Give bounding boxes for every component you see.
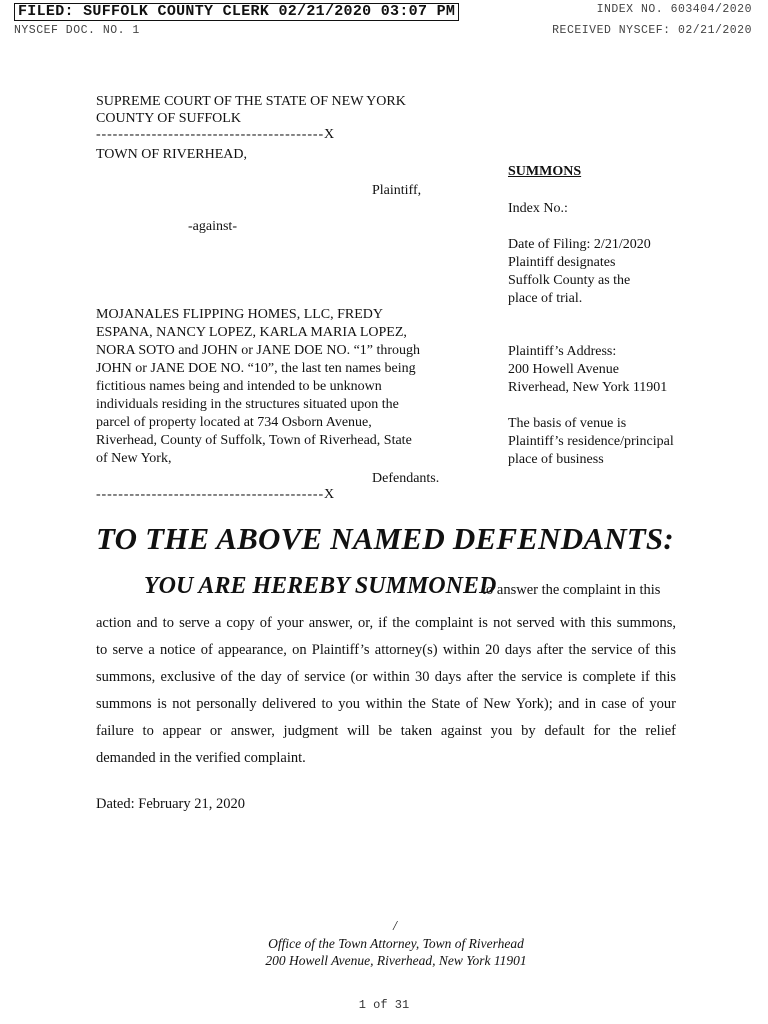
defendants-line: fictitious names being and intended to be unknown bbox=[96, 379, 382, 394]
venue-line: Plaintiff’s residence/principal bbox=[508, 434, 674, 449]
dated-line: Dated: February 21, 2020 bbox=[96, 796, 245, 812]
plaintiff-name: TOWN OF RIVERHEAD, bbox=[96, 147, 248, 162]
defendants-line: individuals residing in the structures situated upon the bbox=[96, 397, 399, 412]
defendants-line: ESPANA, NANCY LOPEZ, KARLA MARIA LOPEZ, bbox=[96, 325, 407, 340]
court-name: SUPREME COURT OF THE STATE OF NEW YORK bbox=[96, 94, 406, 109]
page-number: 1 of 31 bbox=[358, 998, 410, 1012]
defendants-list bbox=[96, 306, 456, 468]
address-line: Riverhead, New York 11901 bbox=[508, 380, 668, 395]
office-name: Office of the Town Attorney, Town of Riverhead bbox=[268, 936, 524, 951]
filed-stamp: FILED: SUFFOLK COUNTY CLERK 02/21/2020 03:07 PM bbox=[14, 3, 459, 21]
filing-line: Plaintiff designates bbox=[508, 255, 616, 270]
index-number: INDEX NO. 603404/2020 bbox=[596, 3, 752, 16]
venue-basis bbox=[508, 415, 674, 469]
filing-info bbox=[508, 236, 651, 308]
defendants-heading: TO THE ABOVE NAMED DEFENDANTS: bbox=[96, 521, 674, 556]
index-no-label: Index No.: bbox=[508, 201, 568, 216]
filing-line: place of trial. bbox=[508, 291, 583, 306]
hereby-continuation: to answer the complaint in this bbox=[482, 582, 661, 598]
nyscef-doc-number: NYSCEF DOC. NO. 1 bbox=[14, 24, 140, 37]
summons-paragraph-line: to serve a notice of appearance, on Plaintiff’s attorney(s) within 20 days after the service of this bbox=[96, 642, 676, 658]
signature-mark: / bbox=[393, 918, 397, 933]
defendants-line: MOJANALES FLIPPING HOMES, LLC, FREDY bbox=[96, 307, 384, 322]
defendants-line: Riverhead, County of Suffolk, Town of Riverhead, State bbox=[96, 433, 412, 448]
summons-paragraph-line: failure to appear or answer, judgment will be taken against you by default for the relief bbox=[96, 723, 676, 739]
caption-divider-top: -----------------------------------------X bbox=[96, 127, 336, 142]
plaintiff-label: Plaintiff, bbox=[372, 183, 422, 198]
hereby-summoned: YOU ARE HEREBY SUMMONED bbox=[144, 573, 497, 599]
filing-line: Suffolk County as the bbox=[508, 273, 631, 288]
summons-paragraph-line: summons is not personally delivered to you within the State of New York); and in case of your bbox=[96, 696, 676, 712]
office-address: 200 Howell Avenue, Riverhead, New York 11901 bbox=[265, 953, 527, 968]
defendants-line: JOHN or JANE DOE NO. “10”, the last ten names being bbox=[96, 361, 416, 376]
caption-divider-bottom: -----------------------------------------X bbox=[96, 487, 336, 502]
filing-line: Date of Filing: 2/21/2020 bbox=[508, 237, 651, 252]
summons-paragraph-line: action and to serve a copy of your answer, or, if the complaint is not served with this summons, bbox=[96, 615, 676, 631]
summons-heading: SUMMONS bbox=[508, 164, 582, 179]
summons-paragraph-line: demanded in the verified complaint. bbox=[96, 750, 306, 766]
defendants-line: NORA SOTO and JOHN or JANE DOE NO. “1” through bbox=[96, 343, 421, 358]
venue-line: place of business bbox=[508, 452, 604, 467]
against-label: -against- bbox=[188, 219, 237, 234]
defendants-line: of New York, bbox=[96, 451, 172, 466]
address-line: Plaintiff’s Address: bbox=[508, 344, 617, 359]
venue-line: The basis of venue is bbox=[508, 416, 627, 431]
summons-paragraph-line: summons, exclusive of the day of service (or within 30 days after the service is complete if this bbox=[96, 669, 676, 685]
defendants-line: parcel of property located at 734 Osborn Avenue, bbox=[96, 415, 372, 430]
plaintiff-address bbox=[508, 343, 667, 397]
received-nyscef-date: RECEIVED NYSCEF: 02/21/2020 bbox=[552, 24, 752, 37]
court-county: COUNTY OF SUFFOLK bbox=[96, 111, 241, 126]
address-line: 200 Howell Avenue bbox=[508, 362, 619, 377]
defendants-label: Defendants. bbox=[372, 471, 440, 486]
